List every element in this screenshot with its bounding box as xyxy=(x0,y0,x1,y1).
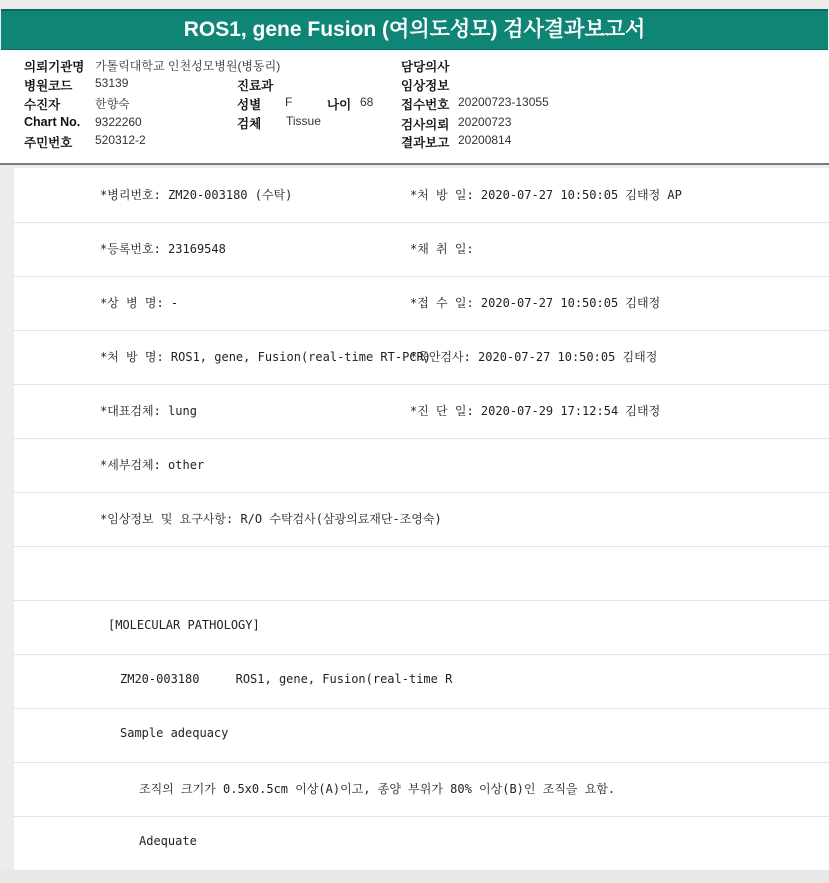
report-row xyxy=(14,276,829,331)
report-row xyxy=(14,492,829,547)
sample-adequacy-label: Sample adequacy xyxy=(120,726,229,740)
header-divider xyxy=(0,163,829,165)
bottom-scroll-area xyxy=(0,870,829,883)
institution-label: 의뢰기관명 xyxy=(24,60,85,74)
chart-no-label: Chart No. xyxy=(24,115,81,129)
examinee-label: 수진자 xyxy=(24,98,61,112)
receipt-no-label: 접수번호 xyxy=(401,98,450,112)
age-label: 나이 xyxy=(327,98,352,112)
report-row xyxy=(14,708,829,763)
clinical-info-label: 임상정보 xyxy=(401,79,450,93)
adequacy-criteria: 조직의 크기가 0.5x0.5cm 이상(A)이고, 종양 부위가 80% 이상(B)인 조직을 요함. xyxy=(139,782,616,796)
report-row xyxy=(14,384,829,439)
receipt-no-value: 20200723-13055 xyxy=(458,95,549,109)
diagnosis-name-field: *상 병 명: - xyxy=(100,296,179,310)
section-header: [MOLECULAR PATHOLOGY] xyxy=(108,618,260,632)
report-row xyxy=(14,816,829,871)
prescription-name-field: *처 방 명: ROS1, gene, Fusion(real-time RT-PCR) xyxy=(100,350,431,364)
report-row xyxy=(14,546,829,601)
patient-info-panel xyxy=(0,50,829,165)
report-row xyxy=(14,330,829,385)
registration-no-field: *등록번호: 23169548 xyxy=(100,242,226,256)
report-body xyxy=(14,168,829,870)
diagnosis-date-field: *진 단 일: 2020-07-29 17:12:54 김태정 xyxy=(410,404,661,418)
institution-value: 가톨릭대학교 인천성모병원(병동리) xyxy=(95,59,281,73)
gross-exam-field: *육안검사: 2020-07-27 10:50:05 김태정 xyxy=(410,350,658,364)
report-row xyxy=(14,654,829,709)
hospital-code-value: 53139 xyxy=(95,76,129,90)
hospital-code-label: 병원코드 xyxy=(24,79,73,93)
pathology-no-field: *병리번호: ZM20-003180 (수탁) xyxy=(100,188,293,202)
collection-date-field: *채 취 일: xyxy=(410,242,474,256)
main-specimen-field: *대표검체: lung xyxy=(100,404,197,418)
specimen-value: Tissue xyxy=(286,114,321,128)
detail-specimen-field: *세부검체: other xyxy=(100,458,205,472)
report-row xyxy=(14,438,829,493)
report-date-value: 20200814 xyxy=(458,133,512,147)
report-date-label: 결과보고 xyxy=(401,136,450,150)
test-line: ZM20-003180 ROS1, gene, Fusion(real-time R xyxy=(120,672,453,686)
report-row xyxy=(14,168,829,223)
clinical-request-field: *임상정보 및 요구사항: R/O 수탁검사(삼광의료재단-조영숙) xyxy=(100,512,442,526)
report-row xyxy=(14,762,829,817)
request-date-value: 20200723 xyxy=(458,115,512,129)
prescription-date-field: *처 방 일: 2020-07-27 10:50:05 김태정 AP xyxy=(410,188,682,202)
chart-no-value: 9322260 xyxy=(95,115,142,129)
sex-value: F xyxy=(285,95,293,109)
resident-no-label: 주민번호 xyxy=(24,136,73,150)
department-label: 진료과 xyxy=(237,79,274,93)
report-row xyxy=(14,222,829,277)
report-title: ROS1, gene Fusion (여의도성모) 검사결과보고서 xyxy=(1,9,828,51)
doctor-label: 담당의사 xyxy=(401,60,450,74)
specimen-label: 검체 xyxy=(237,117,262,131)
adequacy-value: Adequate xyxy=(139,834,197,848)
report-row xyxy=(14,600,829,655)
examinee-value: 한향숙 xyxy=(95,97,130,111)
resident-no-value: 520312-2 xyxy=(95,133,146,147)
request-date-label: 검사의뢰 xyxy=(401,118,450,132)
receipt-date-field: *접 수 일: 2020-07-27 10:50:05 김태정 xyxy=(410,296,661,310)
sex-label: 성별 xyxy=(237,98,262,112)
age-value: 68 xyxy=(360,95,374,109)
